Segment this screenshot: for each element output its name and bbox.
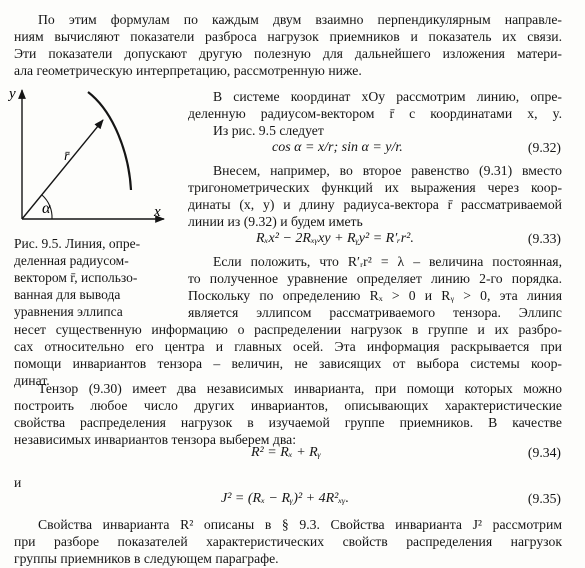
angle-label: α xyxy=(42,200,51,217)
equation-number: (9.32) xyxy=(527,140,561,155)
para1-line: ниям вычисляют показатели разброса нагрузок приемников и показатель их связи. xyxy=(14,29,562,44)
para3-line: Внесем, например, во второе равенство (9.31) вместо xyxy=(213,163,562,178)
para2-line: деленную радиусом-вектором r̄ с координатами x, y. xyxy=(188,106,562,121)
radius-label: r̄ xyxy=(64,149,70,164)
y-axis-label: y xyxy=(9,86,16,102)
conjunction: и xyxy=(14,475,22,490)
para1-line: Эти показатели допускают другую полезную для дальнейшего изложения матери- xyxy=(14,46,562,61)
figure-caption-line: ванная для вывода xyxy=(14,287,121,302)
para6-line: при разборе показателей характеристических свойств распределения нагрузок xyxy=(14,534,562,549)
equation-number: (9.35) xyxy=(527,491,561,506)
equation-9-33: Rₓx² − 2Rₓᵧxy + Rᵧy² = R′ᵣr². xyxy=(256,231,414,246)
para1-line: По этим формулам по каждым двум взаимно перпендикулярным направле- xyxy=(38,12,562,27)
equation-9-32: cos α = x/r; sin α = y/r. xyxy=(272,140,403,155)
para4-line: динат. xyxy=(14,373,50,388)
para4-line: сах относительно его центра и главных осей. Эта информация раскрывается при xyxy=(14,339,562,354)
para1-line: ала геометрическую интерпретацию, рассмотренную ниже. xyxy=(14,63,362,78)
para2-line: В системе координат xOy рассмотрим линию, опре- xyxy=(213,89,562,104)
ellipse-arc xyxy=(88,92,131,190)
figure-9-5 xyxy=(8,84,176,226)
para3-line: динаты (x, y) и длину радиуса-вектора r̄ рассматриваемой xyxy=(188,197,562,212)
para4-line: является эллипсом рассматриваемого тензора. Эллипс xyxy=(188,305,562,320)
para4-line: Поскольку по определению Rₓ > 0 и Rᵧ > 0, эта линия xyxy=(188,288,562,303)
para4-line: Если положить, что R′ᵣr² = λ – величина постоянная, xyxy=(213,254,562,269)
para4-line: помощи инвариантов тензора – величин, не зависящих от выбора системы коор- xyxy=(14,356,562,371)
figure-caption-line: деленная радиусом- xyxy=(14,253,129,268)
equation-9-35: J² = (Rₓ − Rᵧ)² + 4R²ₓᵧ. xyxy=(221,491,350,506)
para5-line: построить любое число других инвариантов, описывающих характеристические xyxy=(14,398,562,413)
figure-caption-line: Рис. 9.5. Линия, опре- xyxy=(14,236,141,251)
para4-line: несет существенную информацию о распределении нагрузок в группе и их разбро- xyxy=(14,322,562,337)
figure-caption-line: уравнения эллипса xyxy=(14,304,123,319)
para4-line: то полученное уравнение определяет линию 2-го порядка. xyxy=(188,271,562,286)
para2-line: Из рис. 9.5 следует xyxy=(213,123,324,138)
equation-number: (9.34) xyxy=(527,445,561,460)
x-axis-label: x xyxy=(154,204,161,220)
para5-line: Тензор (9.30) имеет два независимых инварианта, при помощи которых можно xyxy=(38,381,562,396)
para3-line: линии из (9.32) и будем иметь xyxy=(188,214,363,229)
equation-number: (9.33) xyxy=(527,231,561,246)
figure-caption-line: вектором r̄, использо- xyxy=(14,270,138,285)
para3-line: тригонометрических функций их выражения через коор- xyxy=(188,180,562,195)
para5-line: независимых инвариантов тензора выберем два: xyxy=(14,432,297,447)
para5-line: свойства распределения нагрузок в изучаемой группе приемников. В качестве xyxy=(14,415,562,430)
para6-line: группы приемников в следующем параграфе. xyxy=(14,551,279,566)
radius-vector-line xyxy=(22,120,103,219)
para6-line: Свойства инварианта R² описаны в § 9.3. Свойства инварианта J² рассмотрим xyxy=(38,517,562,532)
equation-9-34: R² = Rₓ + Rᵧ xyxy=(251,445,321,460)
